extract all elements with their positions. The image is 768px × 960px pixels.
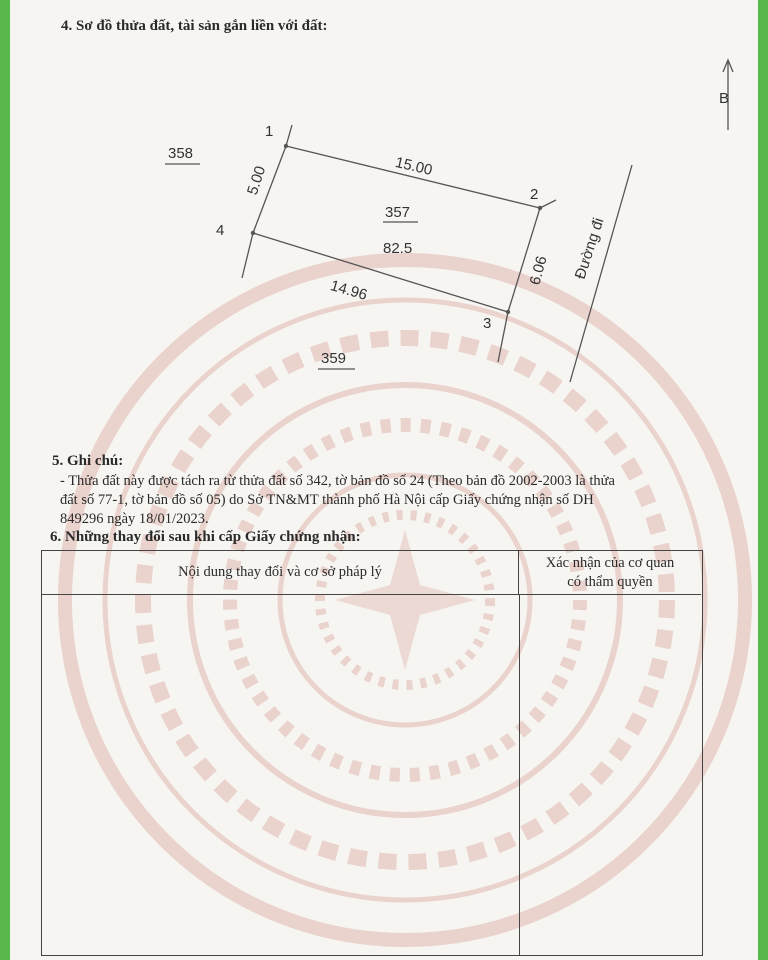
col-header-confirmation-line1: Xác nhận của cơ quan [545,554,675,571]
table-column-divider [519,595,520,955]
road-label: Đường đi [571,215,608,282]
note-line-3: 849296 ngày 18/01/2023. [60,511,209,527]
north-label: B [719,90,730,107]
corner-2-label: 2 [530,186,539,203]
section-5-title: 5. Ghi chú: [52,453,124,469]
parcel-sketch [10,0,758,440]
col-header-content-label: Nội dung thay đổi và cơ sở pháp lý [178,564,382,580]
edge-right-length: 6.06 [526,254,551,287]
col-header-content [42,551,519,595]
corner-3-label: 3 [483,315,492,332]
edge-top-length: 15.00 [393,153,434,180]
col-header-confirmation [519,551,701,595]
neighbor-358: 358 [168,145,194,162]
changes-table [41,550,703,956]
edge-left-length: 5.00 [244,163,270,198]
corner-1-label: 1 [265,123,274,140]
parcel-number: 357 [385,204,411,221]
certificate-page [10,0,758,960]
note-line-2: đất số 77-1, tờ bản đồ số 05) do Sở TN&MT thành phố Hà Nội cấp Giấy chứng nhận số DH [60,492,594,508]
corner-4-label: 4 [216,222,225,239]
parcel-area: 82.5 [383,240,413,257]
note-line-1: - Thửa đất này được tách ra từ thửa đất số 342, tờ bản đồ số 24 (Theo bản đồ 2002-2003 là thửa [60,473,615,489]
neighbor-359: 359 [321,350,347,367]
section-4-title: 4. Sơ đồ thửa đất, tài sản gắn liền với đất: [61,18,328,34]
col-header-confirmation-line2: có thẩm quyền [567,573,653,590]
edge-bottom-length: 14.96 [328,277,370,304]
section-6-title: 6. Những thay đổi sau khi cấp Giấy chứng nhận: [50,529,361,545]
